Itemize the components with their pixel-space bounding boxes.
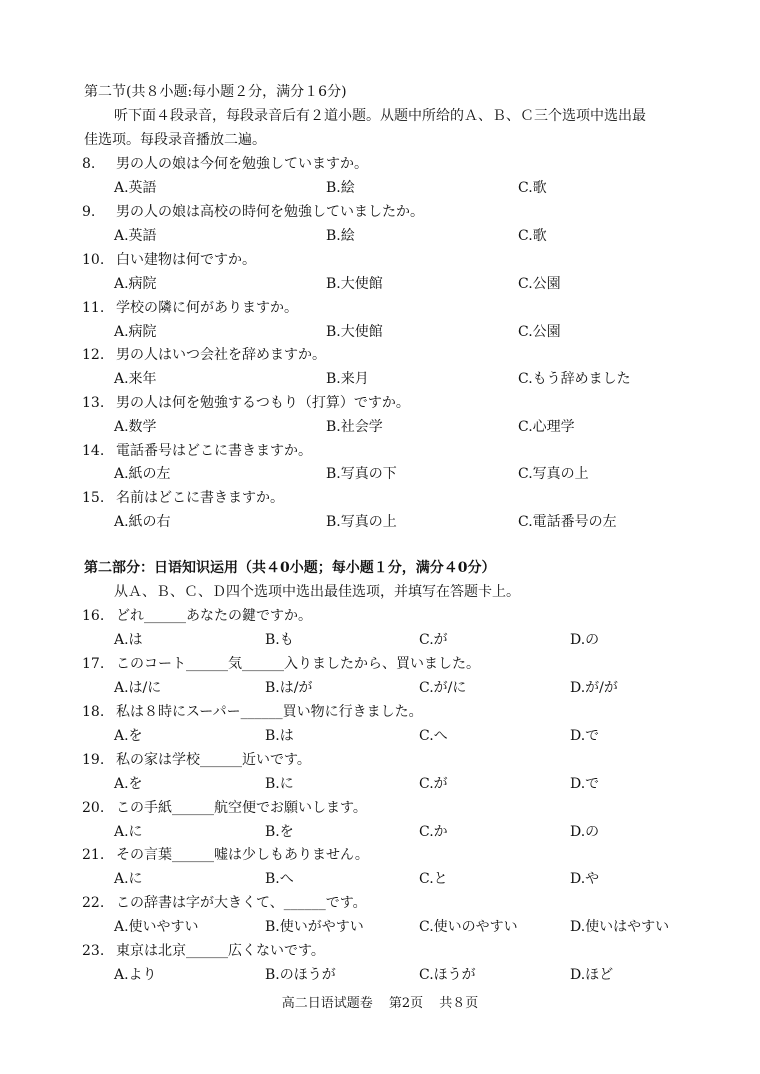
question-text: 学校の隣に何がありますか。 [116, 300, 298, 316]
option-a: A.に [114, 871, 143, 887]
option-d: D.の [570, 632, 600, 648]
question-8 [82, 154, 368, 174]
option-b: B.は/が [265, 680, 313, 696]
question-9 [82, 202, 424, 222]
option-b: B.社会学 [326, 419, 383, 435]
question-number: 11. [82, 300, 105, 316]
option-a: A.紙の右 [114, 514, 171, 530]
question-number: 17. [82, 656, 105, 672]
question-23 [82, 941, 325, 961]
option-c: C.と [419, 871, 448, 887]
question-number: 12. [82, 347, 105, 363]
question-number: 21. [82, 847, 105, 863]
option-d: D.の [570, 824, 600, 840]
question-number: 10. [82, 252, 105, 268]
question-text: 白い建物は何ですか。 [116, 252, 256, 268]
question-17 [82, 654, 480, 674]
option-d: D.で [570, 728, 600, 744]
part-instruction: 从Ａ、Ｂ、Ｃ、Ｄ四个选项中选出最佳选项，并填写在答题卡上。 [114, 584, 520, 600]
question-number: 18. [82, 704, 105, 720]
option-a: A.英語 [114, 180, 157, 196]
question-number: 19. [82, 752, 105, 768]
footer-page-number: 第2页 [388, 996, 424, 1011]
option-b: B.来月 [326, 371, 369, 387]
option-b: B.写真の下 [326, 466, 397, 482]
options-18 [114, 726, 754, 746]
option-c: C.公園 [518, 276, 561, 292]
question-20 [82, 798, 367, 818]
option-a: A.を [114, 776, 143, 792]
option-b: B.に [265, 776, 294, 792]
question-number: 16. [82, 608, 105, 624]
question-text: 男の人はいつ会社を辞めますか。 [116, 347, 326, 363]
question-number: 14. [82, 443, 105, 459]
options-20 [114, 822, 754, 842]
footer-total-pages: 共８页 [439, 996, 479, 1011]
question-number: 23. [82, 943, 105, 959]
question-text: 電話番号はどこに書きますか。 [116, 443, 312, 459]
option-a: A.紙の左 [114, 466, 171, 482]
question-14 [82, 441, 312, 461]
options-15 [114, 512, 754, 532]
option-b: B.のほうが [265, 967, 336, 983]
option-a: A.病院 [114, 324, 157, 340]
option-b: B.使いがやすい [265, 919, 364, 935]
option-a: A.数学 [114, 419, 157, 435]
question-11 [82, 298, 298, 318]
option-c: C.歌 [518, 180, 547, 196]
option-b: B.へ [265, 871, 294, 887]
question-number: 20. [82, 800, 105, 816]
options-10 [114, 274, 754, 294]
option-d: D.ほど [570, 967, 614, 983]
option-c: C.電話番号の左 [518, 514, 617, 530]
option-a: A.を [114, 728, 143, 744]
option-a: A.使いやすい [114, 919, 199, 935]
option-c: C.ほうが [419, 967, 476, 983]
question-12 [82, 345, 326, 365]
question-text: 私の家は学校______近いです。 [116, 752, 311, 768]
options-9 [114, 226, 754, 246]
question-18 [82, 702, 423, 722]
option-b: B.大使館 [326, 276, 383, 292]
question-16 [82, 606, 312, 626]
question-text: 男の人の娘は今何を勉強していますか。 [116, 156, 368, 172]
option-b: B.写真の上 [326, 514, 397, 530]
section-title: 第二节(共８小题:每小题２分，满分１6分) [84, 84, 347, 100]
question-10 [82, 250, 256, 270]
options-8 [114, 178, 754, 198]
question-19 [82, 750, 311, 770]
option-c: C.が [419, 632, 448, 648]
part-title: 第二部分：日语知识运用（共４0小题；每小题１分，满分４0分） [84, 560, 496, 576]
option-a: A.英語 [114, 228, 157, 244]
options-14 [114, 464, 754, 484]
options-23 [114, 965, 754, 985]
option-c: C.もう辞めました [518, 371, 631, 387]
option-c: C.写真の上 [518, 466, 589, 482]
option-b: B.大使館 [326, 324, 383, 340]
question-13 [82, 393, 410, 413]
option-c: C.心理学 [518, 419, 575, 435]
option-c: C.か [419, 824, 448, 840]
option-b: B.絵 [326, 228, 355, 244]
options-21 [114, 869, 754, 889]
question-text: この辞書は字が大きくて、______です。 [116, 895, 367, 911]
question-text: 私は８時にスーパー______買い物に行きました。 [116, 704, 423, 720]
option-a: A.来年 [114, 371, 157, 387]
question-number: 15. [82, 490, 105, 506]
question-text: その言葉______嘘は少しもありません。 [116, 847, 369, 863]
option-a: A.は [114, 632, 143, 648]
question-21 [82, 845, 369, 865]
footer-exam-name: 高二日语试题卷 [281, 996, 373, 1011]
option-c: C.が [419, 776, 448, 792]
option-d: D.や [570, 871, 600, 887]
option-c: C.公園 [518, 324, 561, 340]
option-b: B.絵 [326, 180, 355, 196]
option-a: A.は/に [114, 680, 162, 696]
options-12 [114, 369, 754, 389]
options-16 [114, 630, 754, 650]
options-22 [114, 917, 754, 937]
question-number: 9. [82, 204, 96, 220]
page-footer [0, 994, 760, 1014]
question-15 [82, 488, 284, 508]
question-text: どれ______あなたの鍵ですか。 [116, 608, 312, 624]
options-19 [114, 774, 754, 794]
option-a: A.に [114, 824, 143, 840]
question-22 [82, 893, 367, 913]
option-b: B.も [265, 632, 294, 648]
option-a: A.より [114, 967, 157, 983]
question-text: この手紙______航空便でお願いします。 [116, 800, 367, 816]
option-b: B.を [265, 824, 294, 840]
question-text: 男の人は何を勉強するつもり（打算）ですか。 [116, 395, 410, 411]
section-instruction-line1: 听下面４段录音，每段录音后有２道小题。从题中所给的Ａ、Ｂ、Ｃ三个选项中选出最 [114, 108, 646, 124]
option-a: A.病院 [114, 276, 157, 292]
options-17 [114, 678, 754, 698]
option-d: D.使いはやすい [570, 919, 670, 935]
question-text: このコート______気______入りましたから、買いました。 [116, 656, 480, 672]
question-text: 名前はどこに書きますか。 [116, 490, 284, 506]
question-number: 13. [82, 395, 105, 411]
option-c: C.が/に [419, 680, 467, 696]
option-b: B.は [265, 728, 294, 744]
question-text: 東京は北京______広くないです。 [116, 943, 325, 959]
question-number: 22. [82, 895, 105, 911]
option-d: D.が/が [570, 680, 618, 696]
options-11 [114, 322, 754, 342]
question-number: 8. [82, 156, 96, 172]
options-13 [114, 417, 754, 437]
question-text: 男の人の娘は高校の時何を勉強していましたか。 [116, 204, 424, 220]
option-d: D.で [570, 776, 600, 792]
option-c: C.歌 [518, 228, 547, 244]
section-instruction-line2: 佳选项。每段录音播放二遍。 [84, 132, 266, 148]
option-c: C.へ [419, 728, 448, 744]
option-c: C.使いのやすい [419, 919, 518, 935]
